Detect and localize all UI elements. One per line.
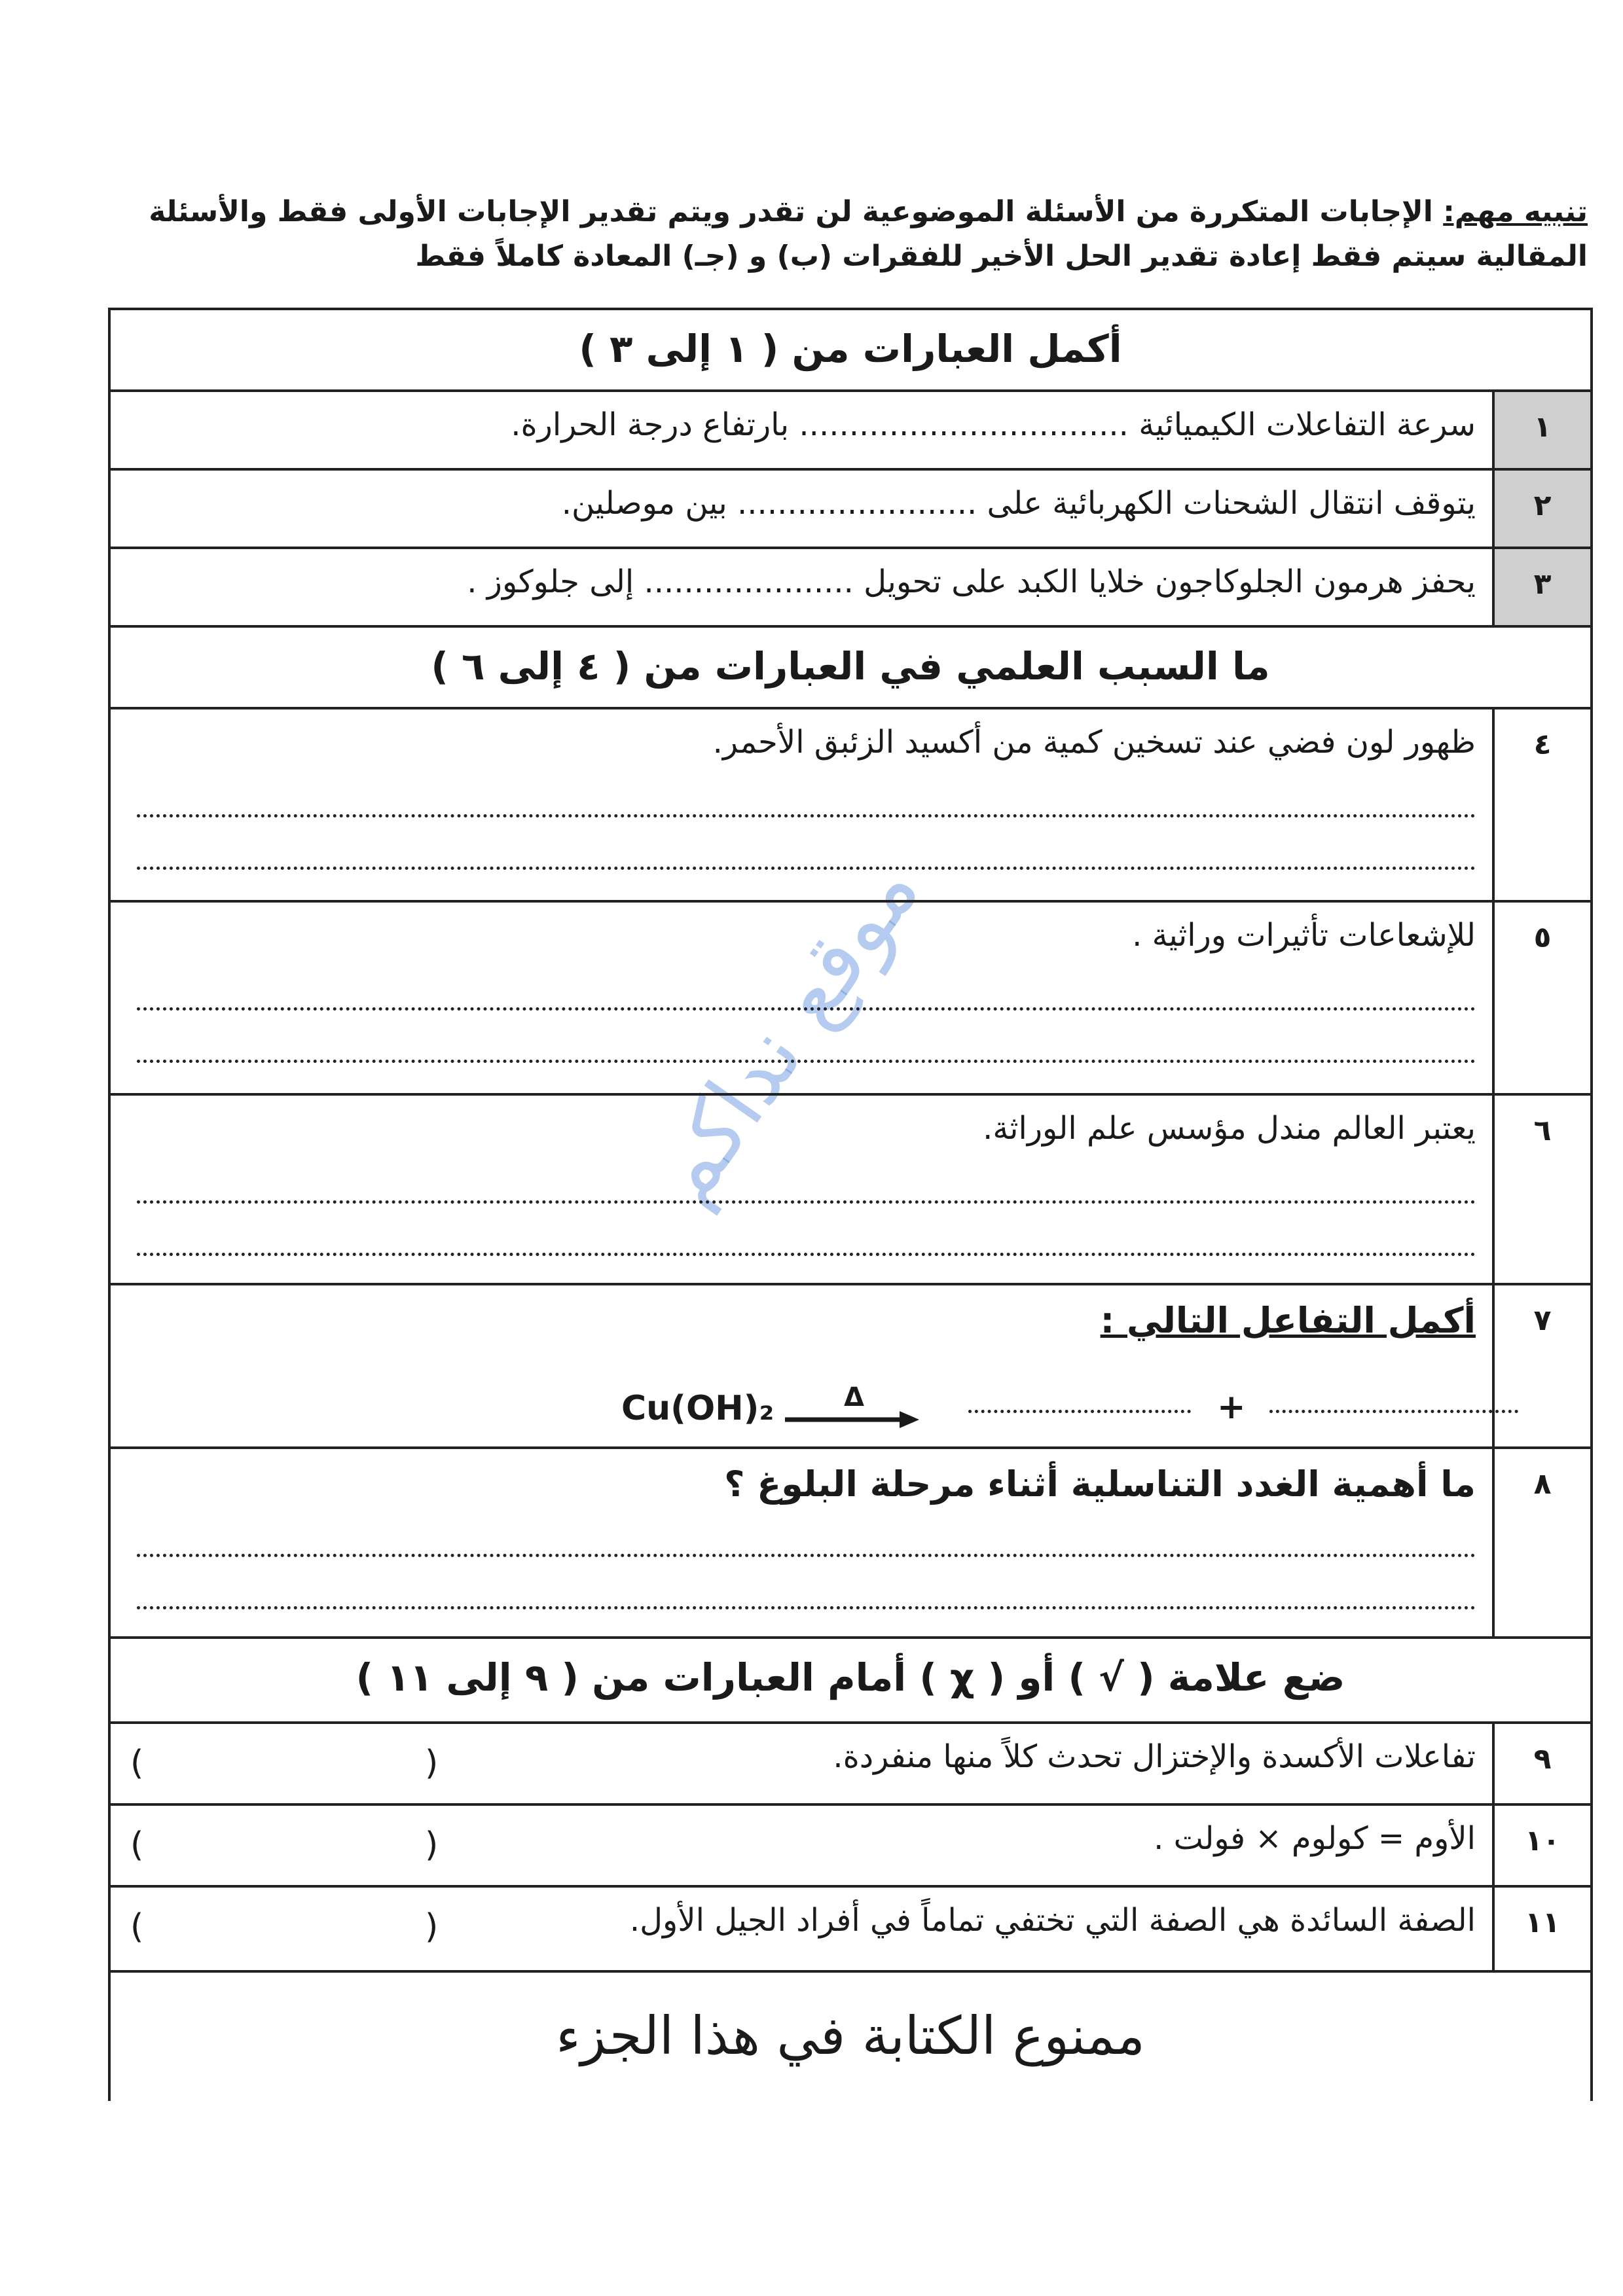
product-blank-2[interactable]	[1269, 1410, 1518, 1413]
question-number-1: ١	[1492, 392, 1590, 468]
question-text-10: الأوم = كولوم × فولت .	[1154, 1820, 1476, 1857]
question-text-2: يتوقف انتقال الشحنات الكهربائية على ........................ بين موصلين.	[561, 485, 1476, 522]
question-row-6	[111, 1093, 1590, 1283]
question-row-3	[111, 547, 1590, 625]
answer-line[interactable]	[137, 840, 1476, 870]
answer-line[interactable]	[137, 1227, 1476, 1256]
product-blank-1[interactable]	[968, 1410, 1191, 1413]
question-text-5: للإشعاعات تأثيرات وراثية .	[1132, 917, 1476, 954]
answer-line[interactable]	[137, 981, 1476, 1011]
question-text-7: أكمل التفاعل التالي :	[1100, 1300, 1476, 1341]
note-label: تنبيه مهم:	[1443, 195, 1588, 228]
answer-line[interactable]	[137, 1580, 1476, 1609]
note-line-1-text: الإجابات المتكررة من الأسئلة الموضوعية لن تقدر ويتم تقدير الإجابات الأولى فقط والأسئلة	[149, 195, 1433, 228]
question-row-7	[111, 1283, 1590, 1446]
answer-paren-open[interactable]: (	[425, 1825, 439, 1865]
question-row-4	[111, 707, 1590, 900]
question-number-3: ٣	[1492, 549, 1590, 625]
section3-heading-row	[111, 1636, 1590, 1721]
answer-paren-close[interactable]: )	[130, 1825, 144, 1865]
question-number-2: ٢	[1492, 471, 1590, 547]
section2-heading-row	[111, 625, 1590, 707]
question-row-10	[111, 1803, 1590, 1885]
answer-paren-close[interactable]: )	[130, 1907, 144, 1946]
question-number-7: ٧	[1492, 1285, 1590, 1446]
exam-instruction-note	[108, 190, 1588, 279]
section3-heading: ضع علامة ( √ ) أو ( χ ) أمام العبارات من ( ٩ إلى ١١ )	[356, 1655, 1345, 1700]
question-text-9: تفاعلات الأكسدة والإختزال تحدث كلاً منها منفردة.	[833, 1738, 1476, 1775]
question-row-8	[111, 1446, 1590, 1636]
reaction-equation	[517, 1384, 1597, 1436]
answer-paren-open[interactable]: (	[425, 1907, 439, 1946]
question-number-5: ٥	[1492, 903, 1590, 1093]
answer-line[interactable]	[137, 1528, 1476, 1557]
no-writing-notice: ممنوع الكتابة في هذا الجزء	[556, 2005, 1145, 2066]
question-text-8: ما أهمية الغدد التناسلية أثناء مرحلة البلوغ ؟	[724, 1463, 1476, 1505]
question-number-11: ١١	[1492, 1888, 1590, 1970]
section1-heading-row	[111, 308, 1590, 389]
no-writing-row	[111, 1970, 1590, 2101]
watermark: موقع نداكم	[632, 842, 939, 1221]
section2-heading: ما السبب العلمي في العبارات من ( ٤ إلى ٦ )	[431, 644, 1270, 689]
question-text-11: الصفة السائدة هي الصفة التي تختفي تماماً في أفراد الجيل الأول.	[629, 1902, 1476, 1939]
note-line-1	[108, 190, 1588, 234]
question-row-1	[111, 389, 1590, 468]
question-text-4: ظهور لون فضي عند تسخين كمية من أكسيد الزئبق الأحمر.	[712, 724, 1476, 761]
heat-symbol: Δ	[844, 1384, 864, 1412]
question-text-6: يعتبر العالم مندل مؤسس علم الوراثة.	[983, 1110, 1476, 1147]
answer-paren-open[interactable]: (	[425, 1744, 439, 1783]
answer-paren-close[interactable]: )	[130, 1744, 144, 1783]
question-row-5	[111, 900, 1590, 1093]
question-number-6: ٦	[1492, 1096, 1590, 1283]
answer-line[interactable]	[137, 1174, 1476, 1204]
question-table	[108, 308, 1593, 2101]
question-row-2	[111, 468, 1590, 547]
question-number-4: ٤	[1492, 709, 1590, 900]
section1-heading: أكمل العبارات من ( ١ إلى ٣ )	[579, 327, 1122, 371]
question-number-9: ٩	[1492, 1724, 1590, 1803]
plus-sign: +	[1217, 1388, 1246, 1427]
question-text-1: سرعة التفاعلات الكيميائية ................................. بارتفاع درجة الحرارة.	[511, 406, 1476, 443]
question-number-8: ٨	[1492, 1449, 1590, 1636]
reactant: Cu(OH)₂	[621, 1389, 775, 1428]
note-line-2: المقالية سيتم فقط إعادة تقدير الحل الأخير للفقرات (ب) و (جـ) المعادة كاملاً فقط	[415, 240, 1588, 273]
question-text-3: يحفز هرمون الجلوكاجون خلايا الكبد على تحويل ..................... إلى جلوكوز .	[467, 564, 1476, 600]
question-row-11	[111, 1885, 1590, 1970]
question-number-10: ١٠	[1492, 1806, 1590, 1885]
answer-line[interactable]	[137, 788, 1476, 817]
answer-line[interactable]	[137, 1033, 1476, 1063]
question-row-9	[111, 1721, 1590, 1803]
heat-arrow-icon	[778, 1384, 922, 1436]
